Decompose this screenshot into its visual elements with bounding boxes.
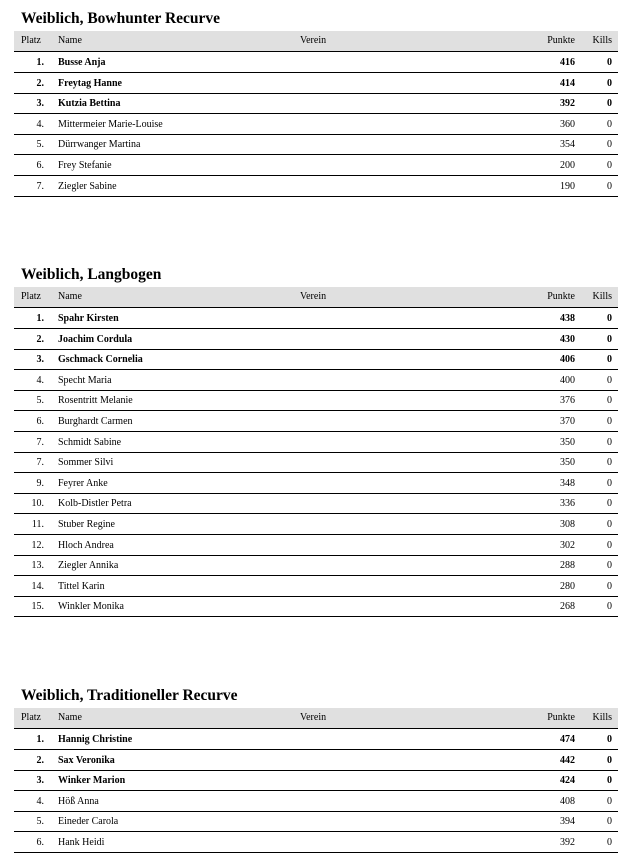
- row-kills: 0: [607, 57, 612, 68]
- row-name: Gschmack Cornelia: [58, 354, 143, 366]
- table-row: [14, 832, 618, 853]
- table-row: [14, 134, 618, 155]
- row-punkte: 406: [560, 354, 575, 366]
- row-platz: 11.: [31, 519, 44, 530]
- table-header: [14, 31, 618, 52]
- header-kills: Kills: [592, 35, 612, 46]
- row-kills: 0: [607, 139, 612, 151]
- table-row: [14, 432, 618, 453]
- row-name: Frey Stefanie: [58, 160, 112, 171]
- row-punkte: 442: [560, 754, 575, 766]
- table-row: [14, 73, 618, 94]
- row-name: Hannig Christine: [58, 734, 133, 745]
- table-row: [14, 596, 618, 617]
- section-title: Weiblich, Traditioneller Recurve: [21, 687, 238, 704]
- row-name: Feyrer Anke: [58, 477, 108, 489]
- header-punkte: Punkte: [547, 291, 575, 302]
- row-kills: 0: [607, 436, 612, 448]
- row-punkte: 200: [560, 160, 575, 171]
- row-punkte: 400: [560, 374, 575, 386]
- row-kills: 0: [607, 498, 612, 510]
- table-row: [14, 555, 618, 576]
- header-name: Name: [58, 712, 82, 723]
- row-punkte: 416: [560, 57, 575, 68]
- row-name: Joachim Cordula: [58, 333, 133, 345]
- header-punkte: Punkte: [547, 35, 575, 46]
- row-kills: 0: [607, 539, 612, 551]
- row-name: Busse Anja: [58, 57, 106, 68]
- row-name: Kutzia Bettina: [58, 98, 121, 110]
- table-row: [14, 473, 618, 494]
- header-platz: Platz: [21, 712, 41, 723]
- row-name: Stuber Regine: [58, 519, 115, 530]
- row-platz: 2.: [36, 77, 44, 89]
- table-row: [14, 493, 618, 514]
- row-kills: 0: [607, 77, 612, 89]
- row-kills: 0: [607, 601, 612, 613]
- row-platz: 5.: [36, 139, 44, 151]
- row-name: Höß Anna: [58, 795, 99, 807]
- row-platz: 10.: [31, 498, 44, 510]
- row-platz: 6.: [36, 160, 44, 171]
- row-platz: 1.: [36, 734, 44, 745]
- row-platz: 3.: [36, 98, 44, 110]
- row-kills: 0: [607, 519, 612, 530]
- row-platz: 2.: [36, 333, 44, 345]
- row-kills: 0: [607, 477, 612, 489]
- table-row: [14, 114, 618, 135]
- row-punkte: 370: [560, 416, 575, 427]
- row-kills: 0: [607, 354, 612, 366]
- header-verein: Verein: [300, 291, 327, 302]
- header-kills: Kills: [592, 712, 612, 723]
- row-punkte: 302: [560, 539, 575, 551]
- row-kills: 0: [607, 457, 612, 469]
- row-punkte: 474: [560, 734, 575, 745]
- table-row: [14, 770, 618, 791]
- row-punkte: 348: [560, 477, 575, 489]
- row-kills: 0: [607, 160, 612, 171]
- row-punkte: 408: [560, 795, 575, 807]
- header-platz: Platz: [21, 35, 41, 46]
- row-name: Mittermeier Marie-Louise: [58, 118, 163, 130]
- table-row: [14, 349, 618, 370]
- row-kills: 0: [607, 180, 612, 192]
- row-kills: 0: [607, 374, 612, 386]
- row-punkte: 268: [560, 601, 575, 613]
- table-row: [14, 535, 618, 556]
- row-name: Dürrwanger Martina: [58, 139, 141, 151]
- row-punkte: 392: [560, 837, 575, 848]
- row-punkte: 288: [560, 560, 575, 572]
- row-platz: 5.: [36, 816, 44, 828]
- row-platz: 12.: [31, 539, 44, 551]
- row-punkte: 424: [560, 775, 575, 787]
- row-kills: 0: [607, 795, 612, 807]
- row-name: Kolb-Distler Petra: [58, 498, 132, 510]
- row-punkte: 336: [560, 498, 575, 510]
- table-row: [14, 750, 618, 771]
- table-row: [14, 452, 618, 473]
- row-name: Burghardt Carmen: [58, 416, 133, 427]
- table-row: [14, 576, 618, 597]
- row-name: Schmidt Sabine: [58, 436, 122, 448]
- row-name: Winker Marion: [58, 775, 126, 787]
- table-header: [14, 287, 618, 308]
- row-platz: 4.: [36, 118, 44, 130]
- row-platz: 14.: [31, 580, 44, 592]
- row-kills: 0: [607, 313, 612, 324]
- row-punkte: 392: [560, 98, 575, 110]
- row-name: Freytag Hanne: [58, 77, 122, 89]
- header-name: Name: [58, 35, 82, 46]
- row-punkte: 394: [560, 816, 575, 828]
- row-kills: 0: [607, 816, 612, 828]
- row-platz: 7.: [36, 436, 44, 448]
- table-row: [14, 514, 618, 535]
- row-punkte: 430: [560, 333, 575, 345]
- row-punkte: 350: [560, 436, 575, 448]
- row-name: Ziegler Annika: [58, 560, 119, 572]
- section-title: Weiblich, Langbogen: [21, 266, 162, 283]
- table-row: [14, 411, 618, 432]
- row-platz: 6.: [36, 416, 44, 427]
- row-kills: 0: [607, 395, 612, 407]
- row-platz: 6.: [36, 837, 44, 848]
- row-name: Sommer Silvi: [58, 457, 114, 469]
- row-name: Rosentritt Melanie: [58, 395, 133, 407]
- row-platz: 7.: [36, 180, 44, 192]
- table-row: [14, 390, 618, 411]
- row-name: Specht Maria: [58, 374, 112, 386]
- row-kills: 0: [607, 560, 612, 572]
- row-platz: 15.: [31, 601, 44, 613]
- table-row: [14, 811, 618, 832]
- header-kills: Kills: [592, 291, 612, 302]
- header-platz: Platz: [21, 291, 41, 302]
- row-kills: 0: [607, 98, 612, 110]
- table-row: [14, 52, 618, 73]
- table-row: [14, 791, 618, 812]
- row-platz: 13.: [31, 560, 44, 572]
- row-punkte: 190: [560, 180, 575, 192]
- row-punkte: 354: [560, 139, 575, 151]
- row-platz: 4.: [36, 795, 44, 807]
- row-platz: 7.: [36, 457, 44, 469]
- header-verein: Verein: [300, 35, 327, 46]
- row-kills: 0: [607, 837, 612, 848]
- row-kills: 0: [607, 580, 612, 592]
- row-name: Ziegler Sabine: [58, 180, 117, 192]
- row-platz: 2.: [36, 754, 44, 766]
- table-row: [14, 308, 618, 329]
- row-name: Eineder Carola: [58, 816, 119, 828]
- row-platz: 1.: [36, 313, 44, 324]
- table-row: [14, 155, 618, 176]
- row-kills: 0: [607, 118, 612, 130]
- header-punkte: Punkte: [547, 712, 575, 723]
- header-name: Name: [58, 291, 82, 302]
- table-row: [14, 370, 618, 391]
- row-platz: 3.: [36, 775, 44, 787]
- table-row: [14, 729, 618, 750]
- row-name: Hank Heidi: [58, 837, 105, 848]
- table-row: [14, 329, 618, 350]
- row-name: Sax Veronika: [58, 754, 115, 766]
- row-name: Spahr Kirsten: [58, 313, 119, 324]
- row-kills: 0: [607, 775, 612, 787]
- row-name: Winkler Monika: [58, 601, 124, 613]
- table-row: [14, 176, 618, 197]
- row-kills: 0: [607, 333, 612, 345]
- table-row: [14, 93, 618, 114]
- row-punkte: 360: [560, 118, 575, 130]
- row-kills: 0: [607, 754, 612, 766]
- header-verein: Verein: [300, 712, 327, 723]
- row-kills: 0: [607, 734, 612, 745]
- row-platz: 3.: [36, 354, 44, 366]
- row-punkte: 414: [560, 77, 575, 89]
- row-platz: 9.: [36, 477, 44, 489]
- row-punkte: 350: [560, 457, 575, 469]
- section-title: Weiblich, Bowhunter Recurve: [21, 10, 221, 27]
- row-platz: 1.: [36, 57, 44, 68]
- row-punkte: 376: [560, 395, 575, 407]
- row-punkte: 280: [560, 580, 575, 592]
- row-kills: 0: [607, 416, 612, 427]
- row-platz: 4.: [36, 374, 44, 386]
- row-punkte: 308: [560, 519, 575, 530]
- table-header: [14, 708, 618, 729]
- row-punkte: 438: [560, 313, 575, 324]
- row-name: Tittel Karin: [58, 580, 105, 592]
- row-platz: 5.: [36, 395, 44, 407]
- row-name: Hloch Andrea: [58, 539, 114, 551]
